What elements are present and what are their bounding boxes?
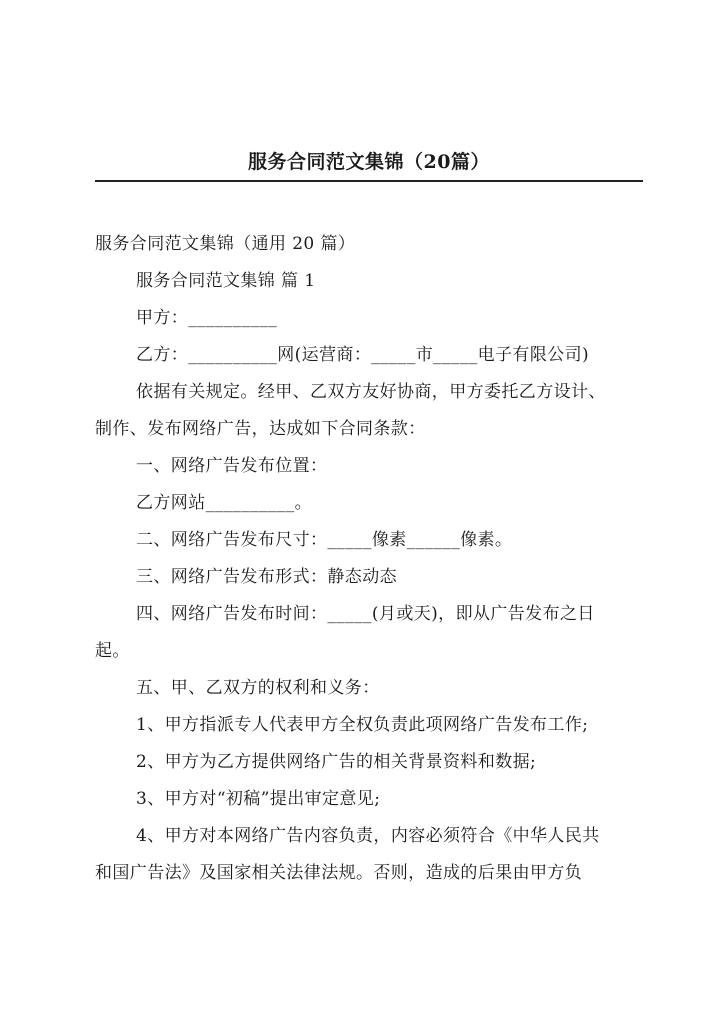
paragraph-party-b: 乙方：__________网(运营商：_____市_____电子有限公司) [136,345,590,365]
paragraph-clause-1: 一、网络广告发布位置： [136,456,328,476]
title-underline-rule [95,180,643,182]
paragraph-party-a: 甲方：__________ [136,308,278,328]
document-title: 服务合同范文集锦（20篇） [248,151,490,173]
paragraph-preamble-line1: 依据有关规定。经甲、乙双方友好协商，甲方委托乙方设计、 [136,382,606,402]
paragraph-item-4-line2: 和国广告法》及国家相关法律法规。否则，造成的后果由甲方负 [95,863,583,883]
paragraph-item-3: 3、甲方对“初稿”提出审定意见; [136,789,381,809]
paragraph-item-1: 1、甲方指派专人代表甲方全权负责此项网络广告发布工作; [136,715,589,735]
paragraph-clause-4-line1: 四、网络广告发布时间：_____(月或天)，即从广告发布之日 [136,604,595,624]
paragraph-clause-3: 三、网络广告发布形式：静态动态 [136,567,397,587]
paragraph-item-2: 2、甲方为乙方提供网络广告的相关背景资料和数据; [136,752,537,772]
paragraph-clause-5: 五、甲、乙双方的权利和义务： [136,678,380,698]
paragraph-preamble-line2: 制作、发布网络广告，达成如下合同条款： [95,419,426,439]
paragraph-clause-2: 二、网络广告发布尺寸：_____像素______像素。 [136,530,513,550]
paragraph-clause-1-detail: 乙方网站__________。 [136,493,312,513]
paragraph-subtitle: 服务合同范文集锦（通用 20 篇） [95,234,356,254]
paragraph-item-4-line1: 4、甲方对本网络广告内容负责，内容必须符合《中华人民共 [136,826,600,846]
document-body [95,226,655,892]
paragraph-clause-4-line2: 起。 [95,641,130,661]
paragraph-section-heading: 服务合同范文集锦 篇 1 [136,271,316,291]
